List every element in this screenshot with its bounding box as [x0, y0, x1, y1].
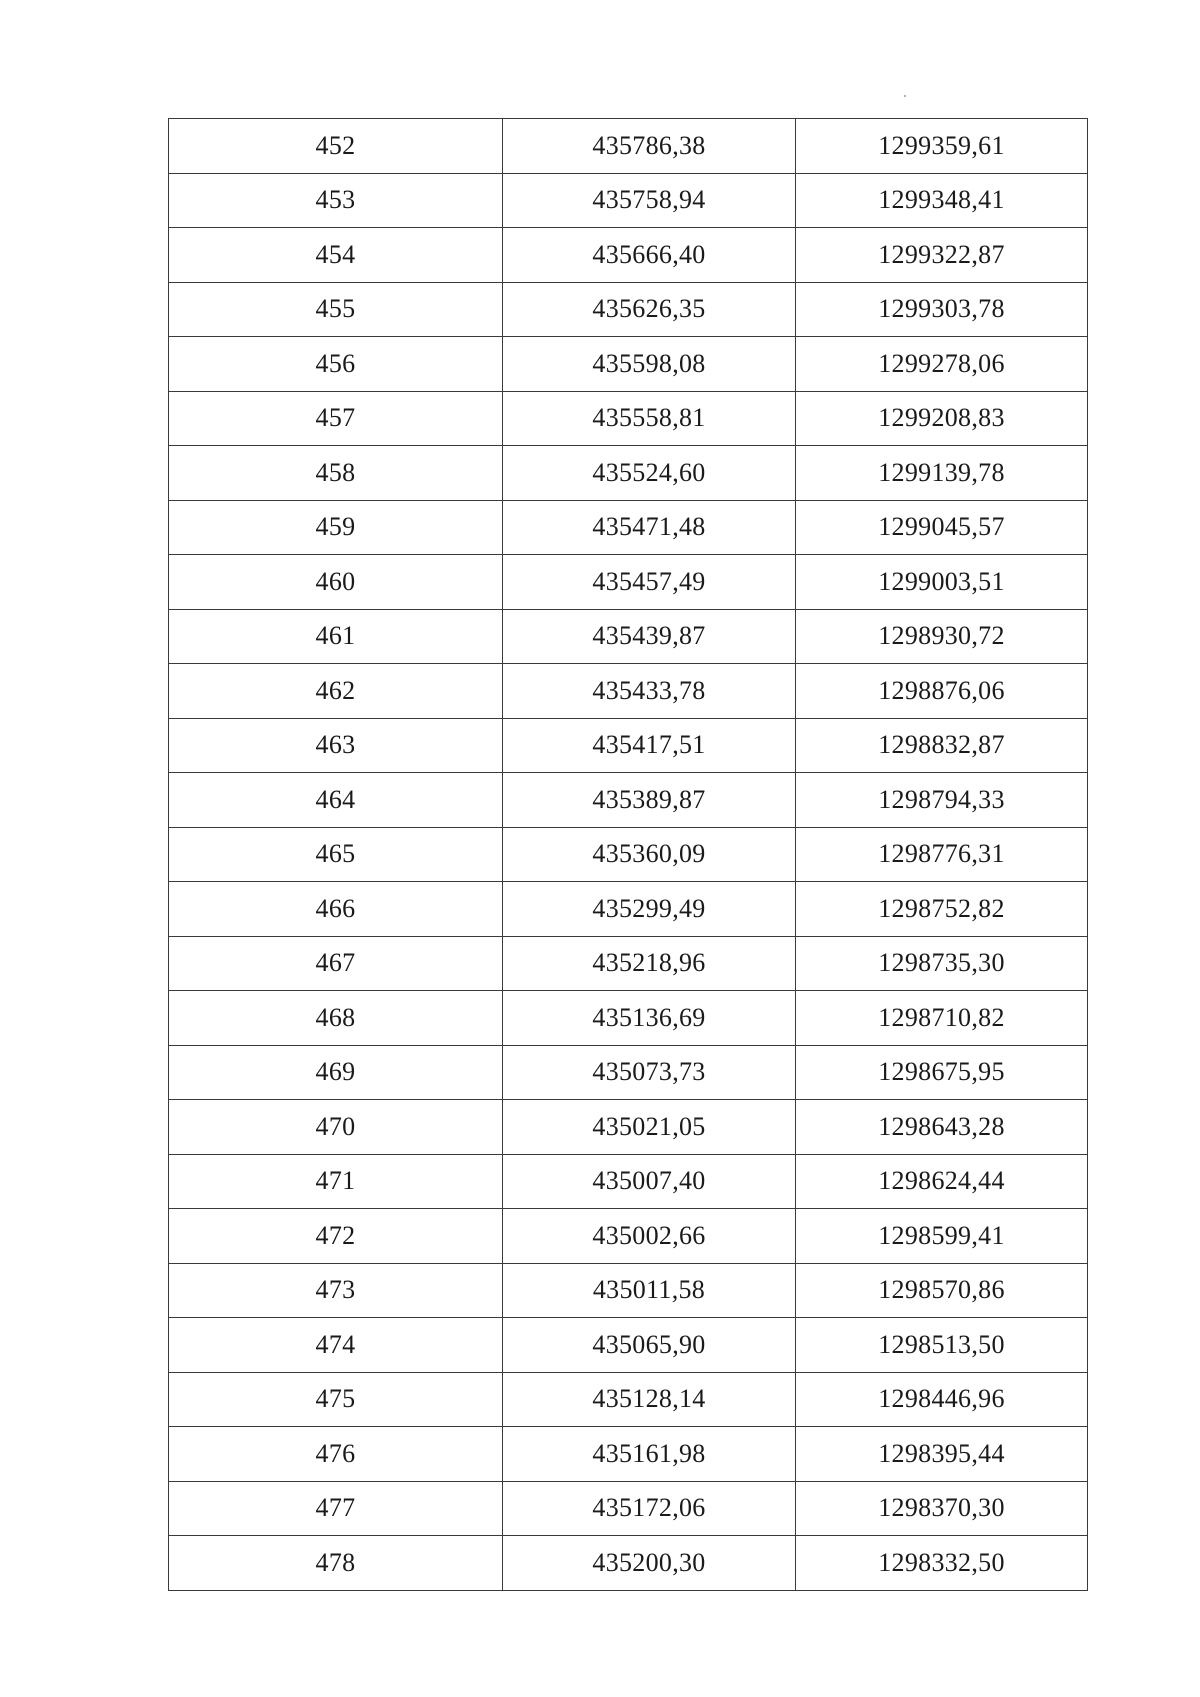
table-row — [169, 1318, 1088, 1373]
y-coordinate-cell: 1298370,30 — [796, 1481, 1088, 1536]
point-number-cell: 474 — [169, 1318, 503, 1373]
y-coordinate-cell: 1298395,44 — [796, 1427, 1088, 1482]
point-number-cell: 457 — [169, 391, 503, 446]
y-coordinate-cell: 1299359,61 — [796, 119, 1088, 174]
table-row — [169, 1209, 1088, 1264]
x-coordinate-cell: 435136,69 — [503, 991, 796, 1046]
table-row — [169, 228, 1088, 283]
y-coordinate-cell: 1299303,78 — [796, 282, 1088, 337]
table-row — [169, 1100, 1088, 1155]
table-row — [169, 1263, 1088, 1318]
point-number-cell: 466 — [169, 882, 503, 937]
table-row — [169, 282, 1088, 337]
y-coordinate-cell: 1299348,41 — [796, 173, 1088, 228]
table-row — [169, 555, 1088, 610]
x-coordinate-cell: 435666,40 — [503, 228, 796, 283]
point-number-cell: 454 — [169, 228, 503, 283]
y-coordinate-cell: 1298735,30 — [796, 936, 1088, 991]
point-number-cell: 469 — [169, 1045, 503, 1100]
y-coordinate-cell: 1298794,33 — [796, 773, 1088, 828]
table-row — [169, 773, 1088, 828]
table-row — [169, 936, 1088, 991]
x-coordinate-cell: 435200,30 — [503, 1536, 796, 1591]
point-number-cell: 456 — [169, 337, 503, 392]
point-number-cell: 476 — [169, 1427, 503, 1482]
y-coordinate-cell: 1298876,06 — [796, 664, 1088, 719]
table-row — [169, 827, 1088, 882]
x-coordinate-cell: 435389,87 — [503, 773, 796, 828]
y-coordinate-cell: 1298332,50 — [796, 1536, 1088, 1591]
x-coordinate-cell: 435758,94 — [503, 173, 796, 228]
x-coordinate-cell: 435065,90 — [503, 1318, 796, 1373]
point-number-cell: 453 — [169, 173, 503, 228]
coordinates-table — [168, 118, 1088, 1591]
y-coordinate-cell: 1299003,51 — [796, 555, 1088, 610]
x-coordinate-cell: 435161,98 — [503, 1427, 796, 1482]
point-number-cell: 470 — [169, 1100, 503, 1155]
y-coordinate-cell: 1298599,41 — [796, 1209, 1088, 1264]
x-coordinate-cell: 435433,78 — [503, 664, 796, 719]
y-coordinate-cell: 1299139,78 — [796, 446, 1088, 501]
table-row — [169, 882, 1088, 937]
x-coordinate-cell: 435524,60 — [503, 446, 796, 501]
x-coordinate-cell: 435471,48 — [503, 500, 796, 555]
x-coordinate-cell: 435417,51 — [503, 718, 796, 773]
y-coordinate-cell: 1298624,44 — [796, 1154, 1088, 1209]
table-row — [169, 173, 1088, 228]
table-row — [169, 991, 1088, 1046]
y-coordinate-cell: 1298643,28 — [796, 1100, 1088, 1155]
y-coordinate-cell: 1299322,87 — [796, 228, 1088, 283]
x-coordinate-cell: 435558,81 — [503, 391, 796, 446]
y-coordinate-cell: 1298513,50 — [796, 1318, 1088, 1373]
y-coordinate-cell: 1299045,57 — [796, 500, 1088, 555]
coordinates-table-body — [169, 119, 1088, 1591]
point-number-cell: 452 — [169, 119, 503, 174]
point-number-cell: 471 — [169, 1154, 503, 1209]
point-number-cell: 461 — [169, 609, 503, 664]
point-number-cell: 460 — [169, 555, 503, 610]
point-number-cell: 478 — [169, 1536, 503, 1591]
table-row — [169, 718, 1088, 773]
point-number-cell: 458 — [169, 446, 503, 501]
x-coordinate-cell: 435598,08 — [503, 337, 796, 392]
table-row — [169, 609, 1088, 664]
point-number-cell: 455 — [169, 282, 503, 337]
table-row — [169, 1427, 1088, 1482]
y-coordinate-cell: 1298570,86 — [796, 1263, 1088, 1318]
table-row — [169, 1536, 1088, 1591]
y-coordinate-cell: 1298675,95 — [796, 1045, 1088, 1100]
x-coordinate-cell: 435457,49 — [503, 555, 796, 610]
table-row — [169, 664, 1088, 719]
table-row — [169, 337, 1088, 392]
table-row — [169, 391, 1088, 446]
y-coordinate-cell: 1298710,82 — [796, 991, 1088, 1046]
y-coordinate-cell: 1298930,72 — [796, 609, 1088, 664]
point-number-cell: 464 — [169, 773, 503, 828]
y-coordinate-cell: 1299208,83 — [796, 391, 1088, 446]
table-row — [169, 500, 1088, 555]
x-coordinate-cell: 435007,40 — [503, 1154, 796, 1209]
x-coordinate-cell: 435626,35 — [503, 282, 796, 337]
point-number-cell: 468 — [169, 991, 503, 1046]
x-coordinate-cell: 435439,87 — [503, 609, 796, 664]
point-number-cell: 467 — [169, 936, 503, 991]
x-coordinate-cell: 435786,38 — [503, 119, 796, 174]
x-coordinate-cell: 435299,49 — [503, 882, 796, 937]
y-coordinate-cell: 1298832,87 — [796, 718, 1088, 773]
point-number-cell: 472 — [169, 1209, 503, 1264]
y-coordinate-cell: 1299278,06 — [796, 337, 1088, 392]
point-number-cell: 459 — [169, 500, 503, 555]
table-row — [169, 1481, 1088, 1536]
x-coordinate-cell: 435002,66 — [503, 1209, 796, 1264]
point-number-cell: 475 — [169, 1372, 503, 1427]
x-coordinate-cell: 435073,73 — [503, 1045, 796, 1100]
scan-speck — [904, 95, 906, 97]
x-coordinate-cell: 435021,05 — [503, 1100, 796, 1155]
x-coordinate-cell: 435128,14 — [503, 1372, 796, 1427]
point-number-cell: 462 — [169, 664, 503, 719]
point-number-cell: 473 — [169, 1263, 503, 1318]
table-row — [169, 1045, 1088, 1100]
y-coordinate-cell: 1298776,31 — [796, 827, 1088, 882]
table-row — [169, 119, 1088, 174]
x-coordinate-cell: 435011,58 — [503, 1263, 796, 1318]
y-coordinate-cell: 1298446,96 — [796, 1372, 1088, 1427]
table-row — [169, 1372, 1088, 1427]
point-number-cell: 465 — [169, 827, 503, 882]
point-number-cell: 477 — [169, 1481, 503, 1536]
table-row — [169, 446, 1088, 501]
y-coordinate-cell: 1298752,82 — [796, 882, 1088, 937]
x-coordinate-cell: 435172,06 — [503, 1481, 796, 1536]
point-number-cell: 463 — [169, 718, 503, 773]
x-coordinate-cell: 435360,09 — [503, 827, 796, 882]
table-row — [169, 1154, 1088, 1209]
x-coordinate-cell: 435218,96 — [503, 936, 796, 991]
